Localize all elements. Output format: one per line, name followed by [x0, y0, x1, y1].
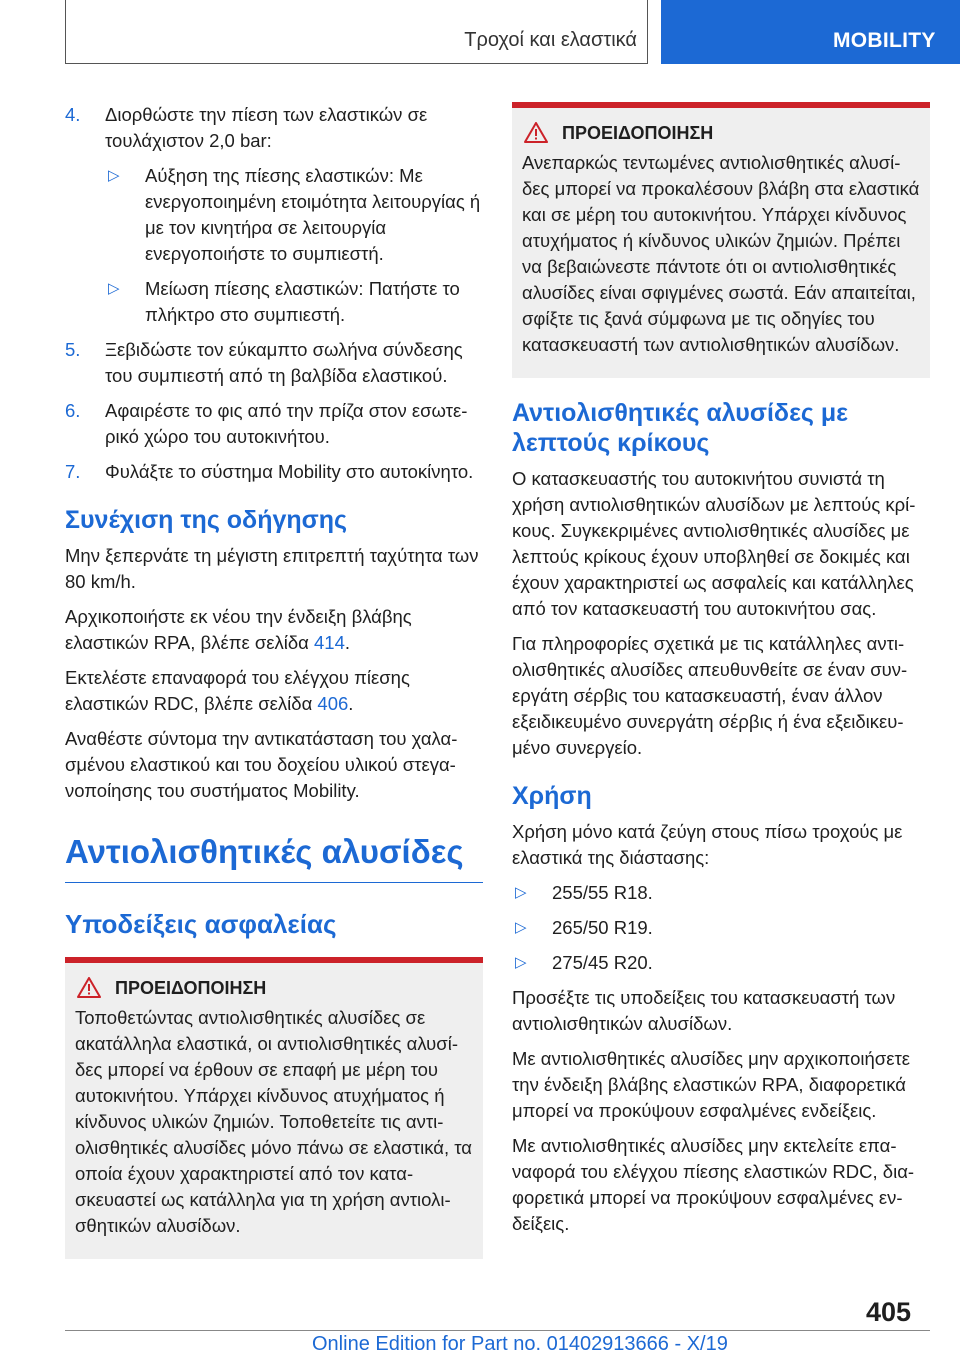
- chapter-tab[interactable]: [661, 0, 960, 64]
- fine-chains-paragraph-1: Ο κατασκευαστής του αυτοκινήτου συνιστά τη χρήση αντιολισθητικών αλυσίδων με λεπτούς κρίκους. Συγκεκριμένες αντιολισθητικές αλυσίδες με λεπτούς κρίκους έχουν υποβληθεί σε δοκιμές και έχουν χαρακτηριστεί ως ασφαλείς και κατάλληλες από τον κατασκευαστή του αυτοκινήτου σας.: [512, 468, 916, 619]
- list-item: [105, 163, 483, 267]
- page-number: 405: [866, 1297, 912, 1327]
- usage-paragraph-3: Με αντιολισθητικές αλυσίδες μην αρχικοποιήσετε την ένδειξη βλάβης ελαστικών RPA, διαφορετικά μπορεί να προκύψουν εσφαλμένες ενδείξεις.: [512, 1048, 911, 1121]
- tire-size: 255/55 R18.: [552, 882, 653, 903]
- footer-edition: Online Edition for Part no. 01402913666 - X/19: [312, 1333, 728, 1355]
- fine-link-chains-heading: Αντιολισθητικές αλυσίδες με λεπτούς κρίκους: [512, 399, 849, 457]
- paragraph-text: Αρχικοποιήστε εκ νέου την ένδειξη βλάβης ελαστικών RPA, βλέπε σελίδα: [65, 606, 412, 653]
- continue-paragraph-2: Αρχικοποιήστε εκ νέου την ένδειξη βλάβης ελαστικών RPA, βλέπε σελίδα 414.: [65, 606, 412, 653]
- step-number: 5.: [65, 339, 81, 360]
- tire-size: 265/50 R19.: [552, 917, 653, 938]
- list-item: [512, 950, 930, 976]
- snow-chains-heading: Αντιολισθητικές αλυσίδες: [65, 832, 483, 883]
- list-item-text: Μείωση πίεσης ελαστικών: Πατήστε το πλήκτρο στο συμπιεστή.: [145, 278, 460, 325]
- step-number: 6.: [65, 400, 81, 421]
- warning-triangle-icon: [77, 977, 101, 998]
- triangle-bullet-icon: ▷: [108, 280, 120, 297]
- warning-box: [65, 957, 483, 1259]
- continue-paragraph-3: Εκτελέστε επαναφορά του ελέγχου πίεσης ελαστικών RDC, βλέπε σελίδα 406.: [65, 667, 410, 714]
- list-item: [105, 276, 483, 328]
- step-5: [65, 337, 483, 389]
- step-7: [65, 459, 483, 485]
- warning-header: [75, 975, 473, 1001]
- warning-triangle-icon: [524, 122, 548, 143]
- warning-title: ΠΡΟΕΙΔΟΠΟΙΗΣΗ: [562, 123, 714, 143]
- chapter-tab-label: MOBILITY: [833, 29, 936, 52]
- usage-heading: Χρήση: [512, 782, 592, 810]
- left-column: [65, 102, 483, 1269]
- tire-size: 275/45 R20.: [552, 952, 653, 973]
- list-item-text: Αύξηση της πίεσης ελαστικών: Με ενεργοποιημένη ετοιμότητα λειτουργίας ή με τον κινητήρα σε λειτουργία ενεργοποιήστε το συμπιεστή.: [145, 165, 481, 264]
- paragraph-text: Εκτελέστε επαναφορά του ελέγχου πίεσης ελαστικών RDC, βλέπε σελίδα: [65, 667, 410, 714]
- footer-divider: [65, 1330, 930, 1331]
- warning-text: Ανεπαρκώς τεντωμένες αντιολισθητικές αλυσίδες μπορεί να προκαλέσουν βλάβη στα ελαστικά και σε μέρη του αυτοκινήτου. Υπάρχει κίνδυνος ατυχήματος ή κίνδυνος υλικών ζημιών. Πρέπει να βεβαιώνεστε πάντοτε ότι οι αντιολισθητικές αλυσίδες είναι σφιγμένες σωστά. Εάν απαιτείται, σφίξτε τις ξανά σύμφωνα με τις οδηγίες του κατασκευαστή των αντιολισθητικών αλυσίδων.: [522, 152, 920, 355]
- step-number: 4.: [65, 104, 81, 125]
- step-text: Αφαιρέστε το φις από την πρίζα στον εσωτερικό χώρο του αυτοκινήτου.: [105, 400, 468, 447]
- warning-title: ΠΡΟΕΙΔΟΠΟΙΗΣΗ: [115, 978, 267, 998]
- right-column: [512, 102, 930, 1246]
- list-item: [512, 880, 930, 906]
- step-4: [65, 102, 483, 154]
- step-6: [65, 398, 483, 450]
- section-title: Τροχοί και ελαστικά: [464, 29, 637, 51]
- fine-chains-paragraph-2: Για πληροφορίες σχετικά με τις κατάλληλες αντιολισθητικές αλυσίδες απευθυνθείτε σε έναν συνεργάτη σέρβις του κατασκευαστή, έναν άλλον εξειδικευμένο συνεργάτη σέρβις ή ένα εξειδικευμένο συνεργείο.: [512, 633, 908, 758]
- step-number: 7.: [65, 461, 81, 482]
- list-item: [512, 915, 930, 941]
- page-link-406[interactable]: 406: [317, 693, 349, 714]
- step-text: Φυλάξτε το σύστημα Mobility στο αυτοκίνητο.: [105, 461, 474, 482]
- page-link-414[interactable]: 414: [314, 632, 345, 653]
- usage-paragraph-2: Προσέξτε τις υποδείξεις του κατασκευαστή των αντιολισθητικών αλυσίδων.: [512, 987, 896, 1034]
- header-section-box: [65, 0, 648, 64]
- continue-paragraph-4: Αναθέστε σύντομα την αντικατάσταση του χαλασμένου ελαστικού και του δοχείου υλικού στεγανοποίησης του συστήματος Mobility.: [65, 728, 458, 801]
- usage-paragraph-4: Με αντιολισθητικές αλυσίδες μην εκτελείτε επαναφορά του ελέγχου πίεσης ελαστικών RDC, διαφορετικά μπορεί να προκύψουν εσφαλμένες ενδείξεις.: [512, 1135, 915, 1234]
- warning-box: [512, 102, 930, 378]
- warning-text: Τοποθετώντας αντιολισθητικές αλυσίδες σε ακατάλληλα ελαστικά, οι αντιολισθητικές αλυσίδες μπορεί να έρθουν σε επαφή με μέρη του αυτοκινήτου. Υπάρχει κίνδυνος ατυχήματος ή κίνδυνος υλικών ζημιών. Τοποθετείτε τις αντιολισθητικές αλυσίδες μόνο πάνω σε ελαστικά, τα οποία έχουν χαρακτηριστεί από τον κατασκευαστεί ως κατάλληλα για τη χρήση αντιολισθητικών αλυσίδων.: [75, 1007, 472, 1236]
- warning-header: [522, 120, 920, 146]
- triangle-bullet-icon: ▷: [108, 167, 120, 184]
- triangle-bullet-icon: ▷: [515, 954, 527, 971]
- continue-driving-heading: Συνέχιση της οδήγησης: [65, 506, 348, 534]
- step-text: Ξεβιδώστε τον εύκαμπτο σωλήνα σύνδεσης του συμπιεστή από τη βαλβίδα ελαστικού.: [105, 339, 463, 386]
- step-text: Διορθώστε την πίεση των ελαστικών σε τουλάχιστον 2,0 bar:: [105, 104, 428, 151]
- usage-paragraph-1: Χρήση μόνο κατά ζεύγη στους πίσω τροχούς με ελαστικά της διάστασης:: [512, 821, 903, 868]
- triangle-bullet-icon: ▷: [515, 884, 527, 901]
- continue-paragraph-1: Μην ξεπερνάτε τη μέγιστη επιτρεπτή ταχύτητα των 80 km/h.: [65, 545, 479, 592]
- safety-notes-heading: Υποδείξεις ασφαλείας: [65, 909, 337, 939]
- triangle-bullet-icon: ▷: [515, 919, 527, 936]
